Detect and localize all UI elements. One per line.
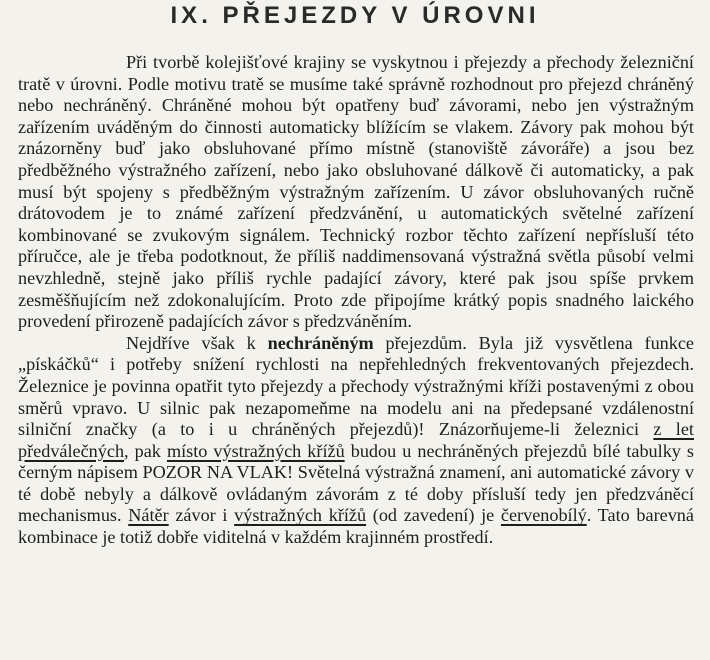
p2-underlined-4: výstražných křížů — [234, 505, 367, 526]
chapter-heading: IX. PŘEJEZDY V ÚROVNI — [170, 2, 540, 29]
p2-text-f: (od zavedení) je — [366, 505, 501, 526]
p2-text-e: závor i — [168, 505, 235, 526]
paragraph-2 — [18, 333, 694, 549]
p2-underlined-2: místo výstražných křížů — [166, 440, 345, 461]
p2-text-a: Nejdříve však k — [126, 332, 268, 353]
p2-text-c: , pak — [124, 440, 167, 461]
p2-text-g: . Tato barevná kombinace je totiž dobře viditelná v každém krajinném prostředí. — [18, 505, 694, 548]
p2-bold-term: nechráněným — [267, 332, 374, 353]
p2-underlined-1: z let předválečných — [18, 419, 694, 461]
p2-underlined-3: Nátěr — [128, 505, 169, 526]
p2-underlined-5: červenobílý — [500, 505, 587, 526]
p2-text-b: přejezdům. Byla již vysvětlena funkce „pískáčků“ i potřeby snížení rychlosti na nepřehledných frekventovaných přejezdech. Železnice je povinna opatřit tyto přejezdy a přechody výstražnými kříži postavenými z obou směrů vpravo. U silnic pak nezapomeňme na modelu ani na předepsané vzdálenostní silniční značky (a to i u chráněných přejezdů)! Znázorňujeme-li železnici — [18, 332, 694, 440]
paragraph-1: Při tvorbě kolejišťové krajiny se vyskytnou i přejezdy a přechody železniční tratě v úrovni. Podle motivu tratě se musíme také správně rozhodnout pro přejezd chráněný nebo nechráněný. Chráněné mohou být opatřeny buď závorami, nebo jen výstražným zařízením uváděným do činnosti automaticky blížícím se vlakem. Závory pak mohou být znázorněny buď jako obsluhované přímo místně (stanoviště závoráře) a jsou bez předběžného výstražného zařízení, nebo jako obsluhované dálkově či automaticky, a pak musí být spojeny s předběžným výstražným zařízením. U závor obsluhovaných ručně drátovodem je to známé zařízení předzvánění, u automatických světelné zařízení kombinované se zvukovým signálem. Technický rozbor těchto zařízení nepřísluší této příručce, ale je třeba podotknout, že příliš naddimensovaná výstražná světla působí velmi nevzhledně, stejně jako příliš rychle padající závory, které pak jsou spíše prvkem zesměšňujícím než zdokonalujícím. Proto zde připojíme krátký popis snadného laického provedení přirozeně padajících závor s předzváněním. — [18, 52, 694, 332]
p2-text-d: budou u nechráněných přejezdů bílé tabulky s černým nápisem POZOR NA VLAK! Světelná výstražná znamení, ani automatické závory v té době nebyly a dálkově ovládaným závorám z té doby přísluší tedy jen předzváněcí mechanismus. — [18, 440, 695, 526]
document-body — [18, 52, 694, 549]
